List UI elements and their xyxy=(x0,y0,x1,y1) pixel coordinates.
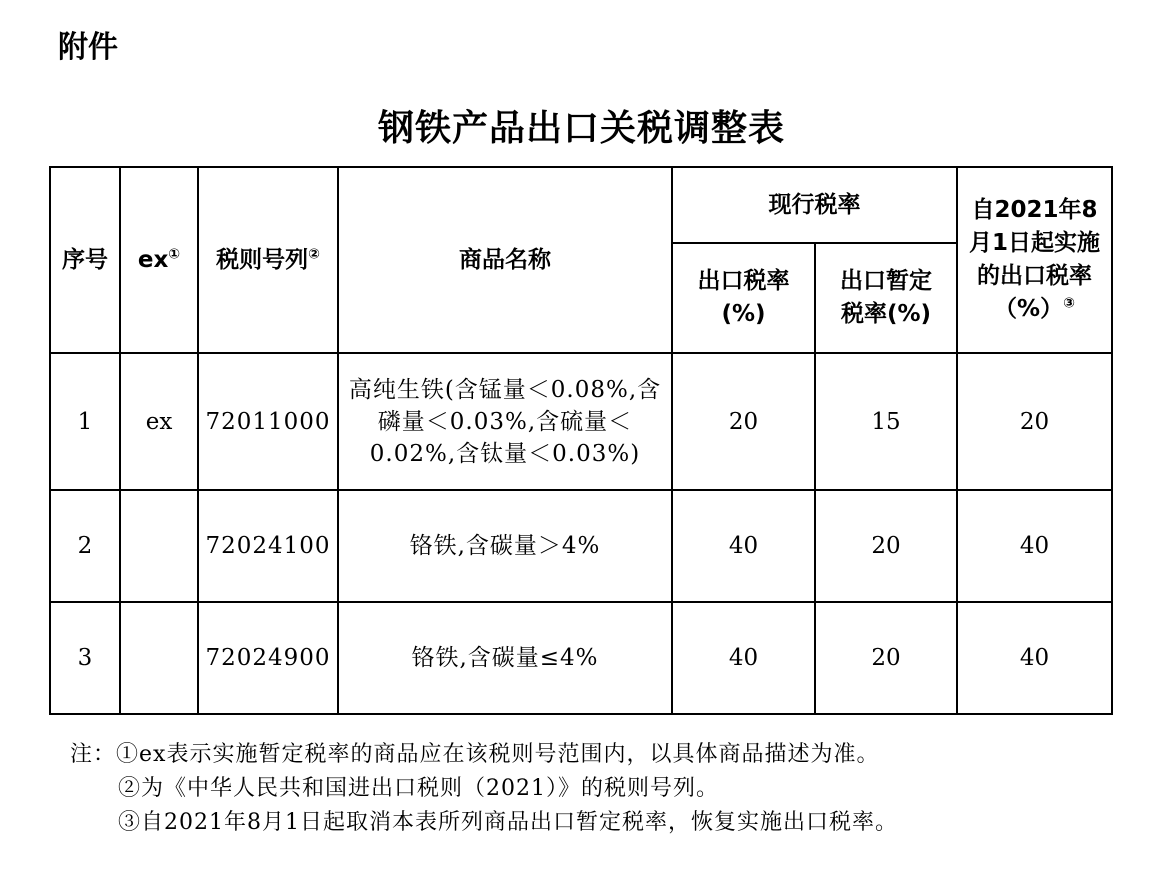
page-title: 钢铁产品出口关税调整表 xyxy=(377,108,785,149)
header-export-rate: 出口税率(%) xyxy=(672,243,815,353)
header-code-mark: ② xyxy=(308,245,320,262)
header-new-rate: 自2021年8月1日起实施的出口税率（%）③ xyxy=(957,167,1112,353)
table-row xyxy=(50,490,1112,602)
note-line xyxy=(70,738,898,772)
cell-ex xyxy=(120,490,198,602)
tariff-table xyxy=(49,166,1113,715)
cell-name: 铬铁,含碳量＞4% xyxy=(338,490,672,602)
table-row xyxy=(50,353,1112,490)
note-item-3: ③自2021年8月1日起取消本表所列商品出口暂定税率，恢复实施出口税率。 xyxy=(118,810,898,835)
cell-code: 72011000 xyxy=(198,353,338,490)
note-item-1: ①ex表示实施暂定税率的商品应在该税则号范围内，以具体商品描述为准。 xyxy=(116,742,880,767)
cell-export-rate: 20 xyxy=(672,353,815,490)
cell-seq: 3 xyxy=(50,602,120,714)
cell-export-rate: 40 xyxy=(672,490,815,602)
header-seq: 序号 xyxy=(50,167,120,353)
cell-name: 高纯生铁(含锰量＜0.08%,含磷量＜0.03%,含硫量＜0.02%,含钛量＜0.03%) xyxy=(338,353,672,490)
header-current-rate: 现行税率 xyxy=(672,167,957,243)
notes-prefix: 注： xyxy=(70,742,117,767)
attachment-label: 附件 xyxy=(58,30,118,65)
cell-seq: 2 xyxy=(50,490,120,602)
cell-temp-rate: 20 xyxy=(815,602,957,714)
note-item-2: ②为《中华人民共和国进出口税则（2021）》的税则号列。 xyxy=(118,776,719,801)
cell-temp-rate: 20 xyxy=(815,490,957,602)
cell-new-rate: 20 xyxy=(957,353,1112,490)
cell-export-rate: 40 xyxy=(672,602,815,714)
header-temp-rate: 出口暂定税率(%) xyxy=(815,243,957,353)
table-row xyxy=(50,602,1112,714)
cell-code: 72024100 xyxy=(198,490,338,602)
cell-new-rate: 40 xyxy=(957,490,1112,602)
cell-seq: 1 xyxy=(50,353,120,490)
cell-temp-rate: 15 xyxy=(815,353,957,490)
cell-name: 铬铁,含碳量≤4% xyxy=(338,602,672,714)
cell-new-rate: 40 xyxy=(957,602,1112,714)
cell-code: 72024900 xyxy=(198,602,338,714)
header-code: 税则号列② xyxy=(198,167,338,353)
cell-ex: ex xyxy=(120,353,198,490)
notes xyxy=(70,738,898,840)
header-ex: ex① xyxy=(120,167,198,353)
header-ex-mark: ① xyxy=(168,245,181,262)
note-line xyxy=(70,772,898,806)
cell-ex xyxy=(120,602,198,714)
header-new-rate-mark: ③ xyxy=(1063,295,1075,312)
header-name: 商品名称 xyxy=(338,167,672,353)
note-line xyxy=(70,806,898,840)
